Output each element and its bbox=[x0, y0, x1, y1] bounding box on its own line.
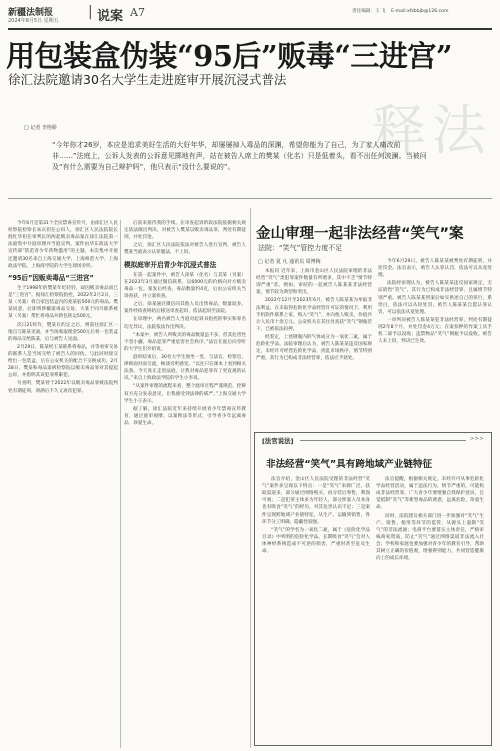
lead-quote-text: “今年你才26岁，本应是追求美好生活的大好年华，却屡屡掉入毒品的深渊，希望你能为了自己，为了家人痛改前非……”法庭上，公诉人发表的公诉意见掷地有声，站在被告人席上的樊某（化名）只是低着头，看不出任何波澜。当被问及“有什么需要为自己辩护吗”，他只表示“没什么要说的”。 bbox=[52, 141, 427, 171]
article3-more-arrows: >>> bbox=[470, 436, 484, 442]
article2-paragraph: 经鉴定，上述钢瓶内的气体成分为一氧化二氮，属于危险化学品。法院审理后认为，被告人陈某某违反国家规定，未经许可经营危险化学品，扰乱市场秩序，情节特别严重，其行为已构成非法经营罪，依法应予惩处。 bbox=[256, 334, 372, 362]
article3-col2 bbox=[376, 476, 484, 563]
article1-paragraph: 在审理中，两名被告人当庭对起诉书指控的事实和罪名均无异议，法院依法作出判决。 bbox=[124, 317, 246, 330]
editor-email: E-mail:xfzbbjb@126.com bbox=[391, 9, 449, 14]
article1-paragraph: 生于1998年的樊某年纪轻轻，却因贩卖毒品而已是“三进宫”。据徐汇检察院指控，2022年2月2日，三某（另案）将自家包装盒内的麦某胶500元的毒品。樊某同意，后即将涉嫌案毒品交易，大某于同月联系被某（另案）帮忙将毒品并新包转运500元。 bbox=[8, 285, 118, 320]
article3-paragraph: “笑气”的学名为一氧化二氮，属于《危险化学品目录》中列明的危险化学品。长期吸食“笑气”会对人体神经系统造成不可逆的损害，严重时甚至危及生命。 bbox=[262, 527, 370, 555]
article2-paragraph: 今年6月29日，被告人陈某某被判处有期徒刑，并处罚金。法官表示，被告人认罪认罚，依法可以从宽处理。 bbox=[378, 259, 492, 279]
column-divider bbox=[250, 208, 251, 748]
article2-title: 金山审理一起非法经营“笑气”案 bbox=[256, 226, 464, 242]
article1-paragraph: 次日21时许，樊某在约定之后，则前往徐汇区一地点与陈某见面，并当场收取现金500元后将一包装盒的毒品交给陈某，后与被告人见面。 bbox=[8, 322, 118, 342]
masthead bbox=[0, 0, 500, 30]
article2-paragraph: 法院经审理认为，被告人陈某某违反国家规定，无证销售“笑气”，其行为已构成非法经营罪，且属情节特别严重。被告人陈某某到案后如实供述自己的罪行，系坦白，依法可以从轻处罚。被告人陈某某自愿认罪认罚，可以依法从宽处理。 bbox=[378, 281, 492, 315]
article1-paragraph: 今年6月是第31个全民禁毒宣传月，由徐汇区人民检察院检察长朱庆担任公诉人，徐汇区人民法院院长倪红华担任审判长的两起贩卖毒品案在徐汇法院第一法庭集中开庭审理并当庭宣判。案件由华东政法大学宣传部“防范青少年药物滥用”的主题，本次集中开庭还邀请30名来自上海交通大学、上海师范大学、上海政法学院、上海商学院的大学生现场旁听。 bbox=[8, 221, 118, 269]
article3-tag-rule bbox=[300, 440, 466, 441]
article3-paragraph: 同时，法院建议相关部门进一步加强对“笑气”生产、销售、使用等环节的监管，从源头上遏制“笑气”的非法流通；电商平台要落实主体责任，严格审核商家资质，防止“笑气”通过网络渠道非法流入社会；学校和家庭也要加强对青少年的教育引导，帮助其树立正确的价值观，增强辨别能力，共同营造健康向上的成长环境。 bbox=[376, 513, 484, 562]
article1-subhead-2: 模拟庭审开启青少年沉浸式普法 bbox=[124, 260, 217, 269]
article1-col1 bbox=[8, 220, 118, 396]
article3-paragraph: 法官提醒，根据相关规定，未经许可从事危险化学品经营活动，属于违法行为，情节严重的，可能构成非法经营罪。广大青少年要增强自我保护意识，自觉抵制“笑气”等新型毒品的诱惑，远离危险，珍爱生命。 bbox=[376, 477, 484, 511]
article1-subhead-1: “95后”因贩卖毒品“三进宫” bbox=[8, 273, 94, 282]
article3-col1 bbox=[262, 476, 370, 556]
article2-col2 bbox=[378, 258, 492, 346]
section-bar: | bbox=[88, 4, 93, 20]
main-headline: 用包装盒伪装“95后”贩毒“三进宫” bbox=[6, 39, 453, 73]
masthead-rule bbox=[8, 28, 492, 30]
issue-date: 2024年8月5日 星期五 bbox=[8, 18, 59, 24]
article3-paragraph: 法官介绍，金山区人民法院受理的非法经营“笑气”案件多呈现以下特点：一是“笑气”来源广泛、获取渠道多，部分通过网络购买，再分装后零售，利润可观；二是犯罪主体多为年轻人，部分涉案人员本身也有吸食“笑气”的经历，对其危害认识不足；三是案件呈现跨地域产业链特征，从生产、运输到销售，各环节分工明确，隐蔽性较强。 bbox=[262, 477, 370, 525]
article2-subtitle: 法院：“笑气”管控力度不足 bbox=[258, 244, 343, 252]
article1-paragraph: 另查明，樊某曾于2022年以贩卖毒品罪被法院判处有期徒刑，刑满后不久又再次犯罪。 bbox=[8, 381, 118, 394]
article1-col2 bbox=[124, 220, 246, 428]
article1-paragraph: 之后，徐某通过微信向其他人员出售毒品，数量较多。案件经侦查终结后移送审查起诉，依法起诉至法院。 bbox=[124, 302, 246, 315]
article1-paragraph: 之后，徐汇区人民法院依法对被告人进行宣判，被告人樊某当庭表示认罪服法，不上诉。 bbox=[124, 243, 246, 256]
article1-paragraph: 后前来接待我的手续。在审查起诉阶段法院依据相关规定依法做出判决，对被告人樊某以贩卖毒品罪，判处有期徒刑，并处罚金。 bbox=[124, 221, 246, 241]
article1-paragraph: 据了解，徐汇法院近年来持续开展青少年禁毒宣传教育，通过庭审观摩、以案释法等形式，引导青少年远离毒品、珍爱生命。 bbox=[124, 406, 246, 426]
lead-quote bbox=[52, 140, 432, 173]
article3-column-tag: [法官说法] bbox=[262, 437, 294, 445]
article1-paragraph: 2月29日，陈某经王某联系将毒品，并等看审交易的联系人是当场交给了被告人的同伙，与此同时接交给出一包装盒，后在公安机关的配合下交换成功。2月28日，樊某和毒品案被检察院以贩卖毒品罪对其提起公诉，并指明其该犯罪系累犯。 bbox=[8, 344, 118, 379]
page-number: A7 bbox=[130, 6, 145, 19]
article1-paragraph: “本案中，被告人所贩卖的毒品数量虽不多，但其危害性不容小觑，毒品犯罪严重危害社会秩序。”法官在庭后向旁听的大学生们介绍说。 bbox=[124, 332, 246, 352]
main-subtitle: 徐汇法院邀请30名大学生走进庭审开展沉浸式普法 bbox=[8, 72, 287, 87]
main-byline: □ 记者 李艳娇 bbox=[24, 125, 57, 131]
article2-paragraph: 2022年12月至2023年6月，被告人陈某某为牟取非法利益，在未取得危险化学品经营许可证的情况下，利用手机软件联系上家，购入“笑气”，并向他人贩卖，价值共计人民币十余万元。公安机关在其住处查获“笑气”钢瓶若干，已被依法扣押。 bbox=[256, 298, 372, 332]
editor-credit bbox=[352, 8, 448, 14]
article2-byline: □ 记者 夏 凡 通讯员 周博梅 bbox=[258, 259, 321, 265]
article1-paragraph: 在第一起案件中，被告人徐某（化名）与其某（另案）在2023年3月通过微信联系，以6000元的价格向对方贩卖毒品一包。案发后经查，毒品数量约4克，后由公安机关当场查获，并立案侦查。 bbox=[124, 272, 246, 300]
article2-col1 bbox=[256, 268, 372, 363]
watermark-text: 释法 bbox=[372, 99, 492, 162]
article1-paragraph: 庭审结束后，30名大学生围坐一堂，与法官、检察官、律师面对面交流，畅谈旁听感受。“以往只在课本上看到相关法条，今天真正走进法庭，让我对毒品犯罪有了更直观的认识。”来自上海政法学院的学生小李说。 bbox=[124, 354, 246, 382]
section-name: 说案 bbox=[97, 9, 124, 24]
column-divider bbox=[120, 220, 121, 748]
paper-name: 新疆法制报 bbox=[8, 8, 54, 18]
article3-title: 非法经营“笑气”具有跨地域产业链特征 bbox=[266, 459, 433, 470]
lead-rule bbox=[8, 198, 492, 199]
article2-paragraph: 一审判决被告人陈某某犯非法经营罪，判处有期徒刑2年8个月，并处罚金4万元；在案扣押的作案工具手机二部予以没收；违禁物品“笑气”钢瓶予以没收。被告人未上诉，判决已生效。 bbox=[378, 317, 492, 345]
article2-paragraph: 本报讯 近年来，上海市金山区人民法院审理的非法经营“笑气”类犯罪案件数量有所增多，其中不乏“情节特别严重”者。例如，审结的一起被告人陈某某非法经营案，情节较为典型和突出。 bbox=[256, 269, 372, 296]
editor-name: 责任编辑：王 飞 bbox=[352, 9, 386, 14]
article1-paragraph: “从案件审理的流程来看，整个庭审过程严谨规范，控辩双方充分发表意见，让我感受到法律的威严。”上海交通大学学生小王表示。 bbox=[124, 384, 246, 404]
